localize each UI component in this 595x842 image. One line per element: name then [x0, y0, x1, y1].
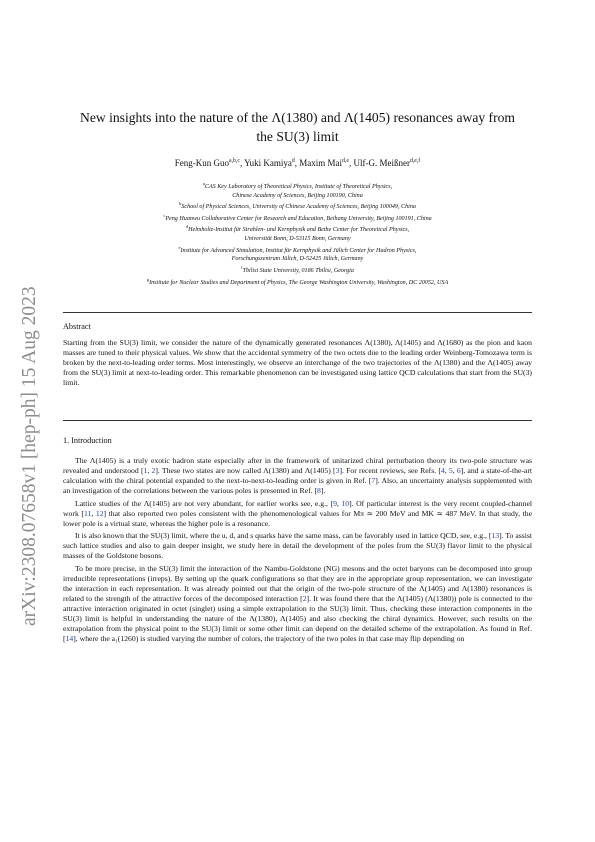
section-heading: 1. Introduction	[63, 436, 112, 445]
abstract-text: Starting from the SU(3) limit, we consider the nature of the dynamically generated resonances Λ(1380), Λ(1405) and Λ(1680) as the pion and kaon masses are tuned to their physical values. We show that the accidental symmetry of the two octets due to the leading order Weinberg-Tomozawa term is broken by the next-to-leading order terms. Most interestingly, we observe an interchange of the two trajectories of the Λ(1380) and the Λ(1405) away from the SU(3) limit at next-to-leading order. This remarkable phenomenon can be investigated using lattice QCD calculations that start from the SU(3) limit.	[63, 338, 532, 388]
affiliation-text: Peng Huanwu Collaborative Center for Research and Education, Beihang University, Beijing 100191, China	[165, 215, 432, 222]
author-separator: ,	[239, 158, 245, 168]
affiliation-mark: d	[185, 224, 189, 230]
affiliation-line	[60, 235, 535, 244]
affiliation-text: Institute for Advanced Simulation, Institut für Kernphysik and Jülich Center for Hadron Physics,	[180, 247, 417, 254]
paragraph-text: ]. Of particular interest is the very recent coupled-channel work [	[63, 498, 532, 518]
body-paragraph	[63, 531, 532, 561]
body-paragraph	[63, 499, 532, 529]
affiliation-line	[60, 244, 535, 256]
affiliation-text: Forschungszentrum Jülich, D-52425 Jülich, Germany	[231, 256, 364, 263]
paragraph-text: ]. These two states are now called Λ(1380) and Λ(1405) [	[155, 466, 336, 476]
arxiv-identifier-stamp[interactable]	[8, 250, 48, 630]
introduction-body	[63, 456, 532, 647]
paragraph-text: ] that also reported two poles consistent with the phenomenological values for Mπ ≃ 200 MeV and MK ≃ 487 MeV. In that study, the lower pole is a virtual state, whereas the higher pole is a resonance.	[63, 508, 533, 528]
author-affiliation-marks: d,e	[342, 158, 349, 164]
citation-link[interactable]: 11	[83, 508, 92, 518]
paragraph-text: ]. For recent reviews, see Refs. [	[339, 466, 441, 476]
paragraph-text: ,	[452, 466, 457, 476]
author-separator: ,	[348, 158, 354, 168]
body-paragraph	[63, 564, 532, 644]
affiliation-text: Helmholtz-Institut für Strahlen- und Kernphysik and Bethe Center for Theoretical Physics,	[188, 227, 410, 234]
citation-link[interactable]: 12	[95, 508, 104, 518]
author-separator: ,	[294, 158, 300, 168]
affiliation-mark: c	[163, 212, 166, 218]
abstract-bottom-rule	[63, 420, 532, 421]
affiliation-line	[60, 276, 535, 288]
affiliation-line	[60, 255, 535, 264]
arxiv-stamp-text: arXiv:2308.07658v1 [hep-ph] 15 Aug 2023	[19, 286, 40, 626]
citation-link[interactable]: 9	[333, 498, 337, 508]
paragraph-text: ,	[444, 466, 449, 476]
paragraph-text: ,	[336, 498, 342, 508]
author-name: Ulf-G. Meißner	[353, 158, 410, 168]
title-line: New insights into the nature of the Λ(1380) and Λ(1405) resonances away from	[80, 110, 515, 125]
body-paragraph	[63, 456, 532, 496]
citation-link[interactable]: 3	[335, 466, 340, 476]
affiliation-line	[60, 264, 535, 276]
affiliation-line	[60, 223, 535, 235]
citation-link[interactable]: 4	[440, 466, 445, 476]
author-affiliation-marks: d	[291, 158, 295, 164]
affiliation-text: School of Physical Sciences, University of Chinese Academy of Sciences, Beijing 100049, China	[181, 204, 416, 211]
citation-link[interactable]: 7	[371, 476, 376, 486]
paragraph-text: ]. To assist such lattice studies and also to gain deeper insight, we study here in detail the development of the poles from the SU(3) flavor limit to the physical masses of the Goldstone bosons.	[63, 531, 532, 561]
affiliation-text: Institute for Nuclear Studies and Department of Physics, The George Washington University, Washington, DC 20052, USA	[149, 279, 449, 286]
author-name: Maxim Mai	[299, 158, 343, 168]
affiliation-line	[60, 180, 535, 192]
paragraph-text: ,	[147, 466, 152, 476]
paragraph-text: Lattice studies of the Λ(1405) are not very abundant, for earlier works see, e.g., [	[75, 498, 334, 508]
affiliation-text: Chinese Academy of Sciences, Beijing 100190, China	[232, 192, 363, 199]
affiliation-mark: e	[178, 244, 181, 250]
citation-link[interactable]: 6	[456, 466, 461, 476]
affiliation-line	[60, 200, 535, 212]
paragraph-text: ]. Also, an uncertainty analysis supplemented with an investigation of the correlations between the various poles is presented in Ref. [	[63, 476, 533, 496]
citation-link[interactable]: 1	[143, 466, 148, 476]
author-affiliation-marks: a,b,c	[229, 158, 240, 164]
author-name: Yuki Kamiya	[244, 158, 292, 168]
paragraph-text: ], where the a₁(1260) is studied varying the number of colors, the trajectory of the two poles in that case may flip depending on	[73, 634, 465, 644]
paragraph-text: ,	[91, 508, 96, 518]
abstract-heading: Abstract	[63, 322, 91, 331]
paragraph-text: ], and a state-of-the-art calculation with the chiral potential expanded to the next-to-next-to-leading order is given in Ref. [	[63, 466, 533, 486]
citation-link[interactable]: 2	[302, 594, 307, 604]
affiliation-text: Tbilisi State University, 0186 Tbilisi, Georgia	[242, 267, 354, 274]
citation-link[interactable]: 14	[65, 634, 74, 644]
citation-link[interactable]: 5	[448, 466, 453, 476]
abstract-top-rule	[63, 312, 532, 313]
affiliation-text: Universität Bonn, D-53115 Bonn, Germany	[244, 236, 351, 243]
paragraph-text: ]. It was found there that the Λ(1405) (Λ(1380)) pole is connected to the attractive interaction originated in octet (singlet) using a simple extrapolation to the SU(3) limit. Thus, checking these interaction components in the SU(3) limit is helpful in understanding the nature of the Λ(1380), Λ(1405) and also checking the chiral dynamics. However, such results on the extrapolation from the physical point to the SU(3) limit or some other limit can depend on the detailed scheme of the extrapolation. As found in Ref. [	[63, 594, 532, 644]
paragraph-text: To be more precise, in the SU(3) limit the interaction of the Nambu-Goldstone (NG) mesons and the octet baryons can be decomposed into group irreducible representations (irreps). By setting up the quark configurations so that they are in the appropriate group representation, we can investigate the interaction in each representation. It was already pointed out that the origin of the two-pole structure of the Λ(1405) and Λ(1380) resonances is related to the strength of the attractive forces of the decomposed interaction [	[63, 563, 532, 604]
affiliation-mark: f	[241, 264, 243, 270]
citation-link[interactable]: 10	[341, 498, 350, 508]
affiliation-list	[60, 180, 535, 287]
affiliation-line	[60, 192, 535, 201]
affiliation-mark: a	[202, 181, 205, 186]
affiliation-line	[60, 212, 535, 224]
citation-link[interactable]: 8	[317, 486, 321, 496]
author-list	[60, 158, 535, 168]
affiliation-mark: b	[179, 201, 182, 207]
citation-link[interactable]: 2	[151, 466, 156, 476]
author-affiliation-marks: d,e,f	[409, 158, 421, 164]
paragraph-text: ].	[320, 486, 326, 496]
author-name: Feng-Kun Guo	[174, 158, 229, 168]
affiliation-text: CAS Key Laboratory of Theoretical Physics, Institute of Theoretical Physics,	[204, 184, 393, 191]
affiliation-mark: g	[146, 276, 150, 282]
citation-link[interactable]: 13	[491, 531, 500, 541]
paragraph-text: The Λ(1405) is a truly exotic hadron state especially after in the framework of unitarized chiral perturbation theory its two-pole structure was revealed and understood [	[63, 456, 532, 476]
paragraph-text: It is also known that the SU(3) limit, where the u, d, and s quarks have the same mass, can be favorably used in lattice QCD, see, e.g., [	[75, 531, 492, 541]
paper-title	[60, 108, 535, 146]
title-line: the SU(3) limit	[256, 129, 339, 144]
